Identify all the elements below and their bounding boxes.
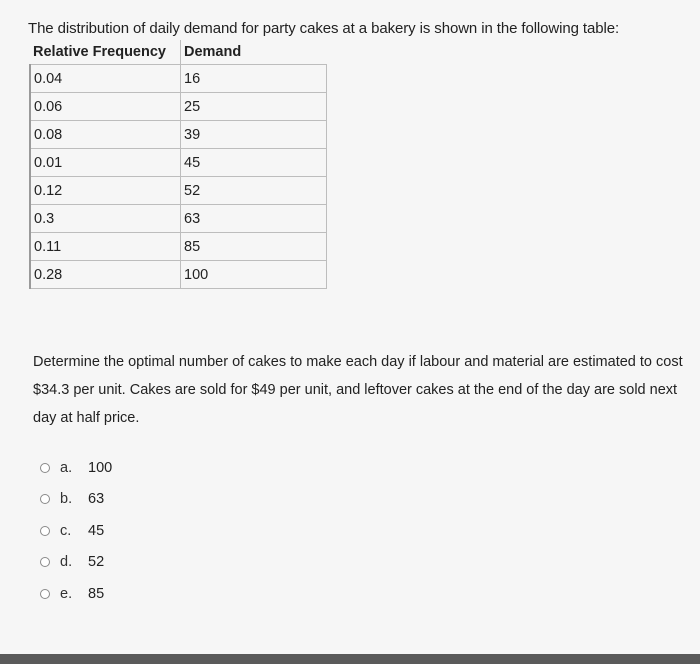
cell-frequency: 0.01	[30, 149, 181, 177]
radio-button-icon[interactable]	[40, 463, 50, 473]
radio-button-icon[interactable]	[40, 557, 50, 567]
cell-demand: 45	[181, 149, 327, 177]
question-text: Determine the optimal number of cakes to make each day if labour and material are estimated to cost $34.3 per unit. Cakes are sold for $49 per unit, and leftover cakes at the end of the day are sold next day at half price.	[33, 354, 683, 426]
radio-button-icon[interactable]	[40, 526, 50, 536]
option-letter: e.	[60, 585, 73, 602]
cell-frequency: 0.08	[30, 121, 181, 149]
cell-frequency: 0.12	[30, 177, 181, 205]
intro-text: The distribution of daily demand for party cakes at a bakery is shown in the following table:	[28, 20, 620, 37]
table-row	[30, 205, 327, 233]
demand-table	[29, 40, 327, 289]
cell-demand: 63	[181, 205, 327, 233]
option-a[interactable]	[40, 452, 112, 484]
cell-frequency: 0.06	[30, 93, 181, 121]
bottom-edge-bar	[0, 654, 700, 664]
option-letter: b.	[60, 491, 73, 508]
cell-frequency: 0.28	[30, 261, 181, 289]
option-value: 45	[88, 522, 105, 539]
table-row	[30, 177, 327, 205]
table-row	[30, 261, 327, 289]
cell-frequency: 0.11	[30, 233, 181, 261]
radio-button-icon[interactable]	[40, 589, 50, 599]
table-row	[30, 93, 327, 121]
header-demand: Demand	[181, 40, 327, 65]
cell-demand: 100	[181, 261, 327, 289]
option-d[interactable]	[40, 547, 112, 579]
header-relative-frequency: Relative Frequency	[30, 40, 181, 65]
option-letter: a.	[60, 459, 73, 476]
cell-demand: 52	[181, 177, 327, 205]
cell-demand: 85	[181, 233, 327, 261]
option-value: 100	[88, 459, 113, 476]
option-c[interactable]	[40, 515, 112, 547]
radio-button-icon[interactable]	[40, 494, 50, 504]
answer-options	[40, 452, 112, 610]
option-value: 52	[88, 554, 105, 571]
cell-demand: 39	[181, 121, 327, 149]
cell-frequency: 0.04	[30, 65, 181, 93]
table-row	[30, 233, 327, 261]
option-letter: d.	[60, 554, 73, 571]
option-b[interactable]	[40, 484, 112, 516]
option-value: 85	[88, 585, 105, 602]
cell-frequency: 0.3	[30, 205, 181, 233]
option-e[interactable]	[40, 578, 112, 610]
option-value: 63	[88, 491, 105, 508]
option-letter: c.	[60, 522, 72, 539]
table-row	[30, 149, 327, 177]
cell-demand: 16	[181, 65, 327, 93]
table-row	[30, 65, 327, 93]
table-header-row	[30, 40, 327, 65]
table-row	[30, 121, 327, 149]
cell-demand: 25	[181, 93, 327, 121]
